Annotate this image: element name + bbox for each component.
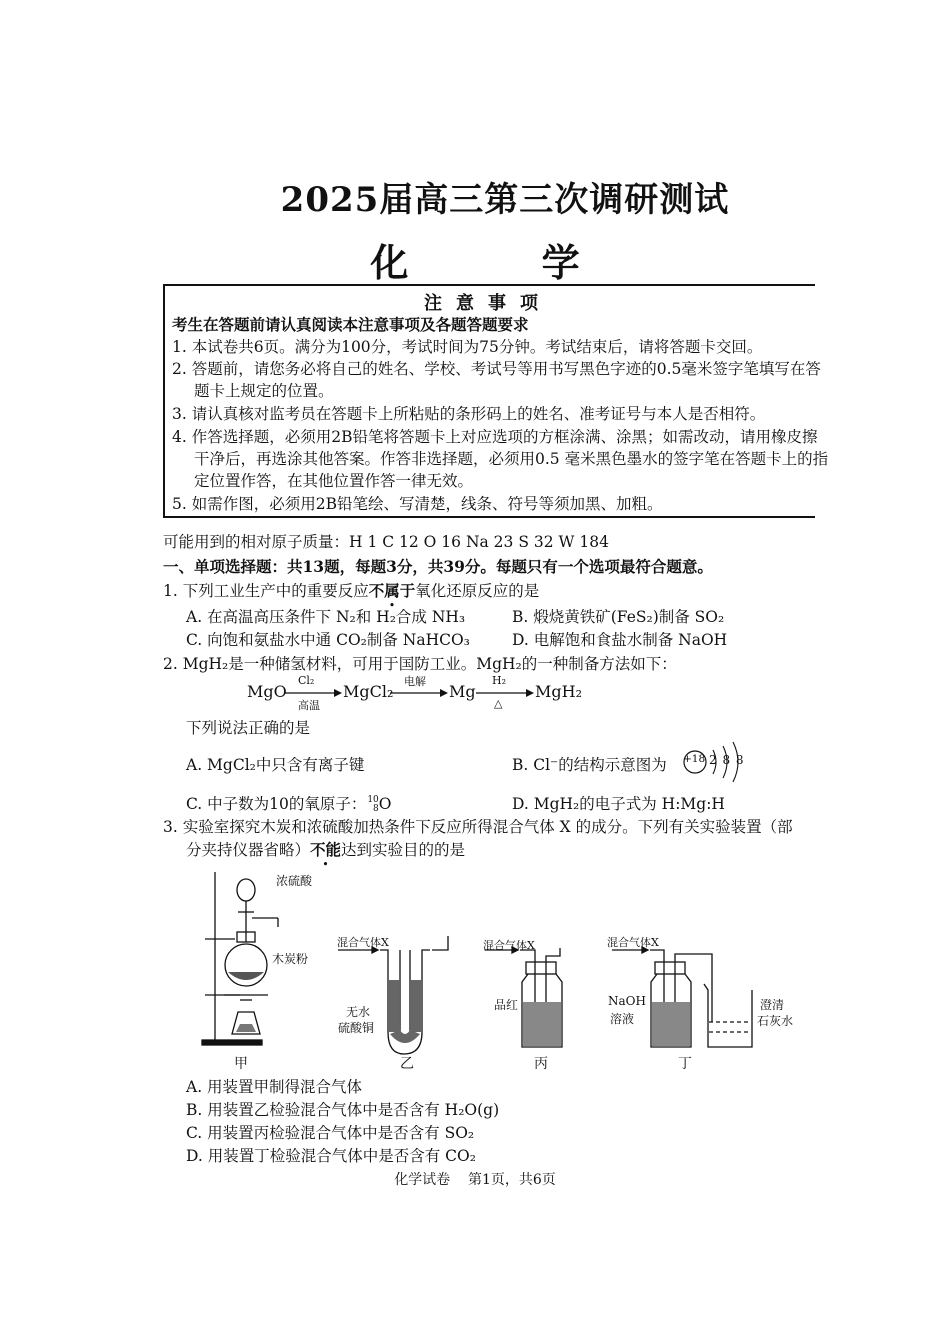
isotope-symbol: O — [378, 795, 392, 813]
isotope-atomic-number: 8 — [373, 804, 379, 814]
subject-title: 化 学 — [370, 240, 640, 285]
arrow-2 — [390, 688, 448, 698]
q2-stem: 2. MgH₂是一种储氢材料，可用于国防工业。MgH₂的一种制备方法如下： — [163, 655, 677, 673]
apparatus-jia — [202, 872, 278, 1045]
label-gas-x-bing: 混合气体X — [483, 939, 535, 952]
apparatus-yi — [338, 936, 448, 1054]
q1-stem-emphasis: 不属于 — [368, 581, 416, 600]
label-copper-sulfate: 硫酸铜 — [338, 1021, 375, 1035]
scheme-high-temp: 高温 — [298, 699, 320, 712]
label-solution: 溶液 — [610, 1012, 635, 1026]
notice-item: 2. 答题前，请您务必将自己的姓名、学校、考试号等用书写黑色字迹的0.5毫米签字笔填写在答 — [172, 360, 821, 378]
notice-item: 定位置作答，在其他位置作答一律无效。 — [194, 472, 474, 490]
notice-title: 注意事项 — [424, 293, 552, 314]
cl-nucleus-charge: +18 — [683, 753, 706, 765]
q1-option-a: A. 在高温高压条件下 N₂和 H₂合成 NH₃ — [186, 608, 466, 626]
isotope-mass-number: 10 — [367, 795, 379, 805]
scheme-mgcl2: MgCl₂ — [343, 682, 394, 701]
q2-option-c — [186, 792, 392, 814]
q2-ask: 下列说法正确的是 — [186, 719, 311, 737]
label-clear: 澄清 — [760, 998, 785, 1012]
label-ding: 丁 — [678, 1056, 692, 1072]
scheme-mgh2: MgH₂ — [535, 682, 582, 701]
scheme-heat: △ — [494, 697, 503, 710]
q3-stem-prefix: 分夹持仪器省略） — [186, 841, 311, 859]
q3-stem-emphasis: 不能 — [310, 840, 342, 859]
scheme-mgo: MgO — [247, 682, 287, 701]
label-bing: 丙 — [534, 1056, 548, 1072]
q1-option-c: C. 向饱和氨盐水中通 CO₂制备 NaHCO₃ — [186, 631, 470, 649]
q3-stem-line1: 3. 实验室探究木炭和浓硫酸加热条件下反应所得混合气体 X 的成分。下列有关实验装置（部 — [163, 818, 793, 836]
q2-option-c-text: C. 中子数为10的氧原子： — [186, 795, 367, 813]
label-charcoal-powder: 木炭粉 — [272, 952, 309, 966]
section-heading: 一、单项选择题：共13题，每题3分，共39分。每题只有一个选项最符合题意。 — [163, 557, 713, 576]
scheme-electrolysis: 电解 — [404, 675, 426, 688]
label-limewater: 石灰水 — [757, 1014, 794, 1028]
notice-item: 题卡上规定的位置。 — [194, 382, 334, 400]
q1-option-d: D. 电解饱和食盐水制备 NaOH — [512, 631, 728, 649]
notice-item: 5. 如需作图，必须用2B铅笔绘、写清楚，线条、符号等须加黑、加粗。 — [172, 495, 663, 513]
label-naoh: NaOH — [608, 994, 646, 1008]
arrow-3 — [476, 688, 534, 698]
q2-option-a: A. MgCl₂中只含有离子键 — [186, 756, 365, 774]
atomic-masses: 可能用到的相对原子质量：H 1 C 12 O 16 Na 23 S 32 W 184 — [163, 533, 609, 551]
q1-stem-suffix: 氧化还原反应的是 — [415, 582, 540, 600]
q3-option-d: D. 用装置丁检验混合气体中是否含有 CO₂ — [186, 1147, 476, 1165]
notice-item: 4. 作答选择题，必须用2B铅笔将答题卡上对应选项的方框涂满、涂黑；如需改动，请用橡皮擦 — [172, 428, 818, 446]
label-gas-x-ding: 混合气体X — [607, 936, 659, 949]
q3-option-a: A. 用装置甲制得混合气体 — [186, 1078, 363, 1096]
scheme-cl2: Cl₂ — [298, 674, 315, 687]
apparatus-figure — [160, 862, 800, 1077]
q1-option-b: B. 煅烧黄铁矿(FeS₂)制备 SO₂ — [512, 608, 725, 626]
page-footer: 化学试卷 第1页，共6页 — [394, 1172, 556, 1188]
scheme-mg: Mg — [449, 682, 476, 701]
label-magenta: 品红 — [494, 998, 519, 1012]
q3-option-b: B. 用装置乙检验混合气体中是否含有 H₂O(g) — [186, 1101, 500, 1119]
q1-stem-prefix: 1. 下列工业生产中的重要反应 — [163, 582, 369, 600]
cl-shell-electrons: 2 8 8 — [709, 753, 745, 767]
label-jia: 甲 — [234, 1056, 248, 1072]
label-yi: 乙 — [400, 1056, 414, 1072]
label-gas-x-yi: 混合气体X — [337, 936, 389, 949]
q3-stem-suffix: 达到实验目的的是 — [341, 841, 466, 859]
q3-option-c: C. 用装置丙检验混合气体中是否含有 SO₂ — [186, 1124, 475, 1142]
q2-option-d: D. MgH₂的电子式为 H:Mg:H — [512, 795, 725, 813]
scheme-h2: H₂ — [492, 674, 507, 687]
exam-title: 2025届高三第三次调研测试 — [280, 180, 730, 220]
q1-stem — [163, 579, 539, 601]
notice-item: 干净后，再选涂其他答案。作答非选择题，必须用0.5 毫米黑色墨水的签字笔在答题卡上的指 — [194, 450, 829, 468]
notice-item: 1. 本试卷共6页。满分为100分，考试时间为75分钟。考试结束后，请将答题卡交回。 — [172, 338, 763, 356]
notice-item: 3. 请认真核对监考员在答题卡上所粘贴的条形码上的姓名、准考证号与本人是否相符。 — [172, 405, 766, 423]
q3-stem-line2 — [186, 838, 465, 860]
notice-intro: 考生在答题前请认真阅读本注意事项及各题答题要求 — [172, 315, 529, 334]
label-conc-sulfuric-acid: 浓硫酸 — [276, 874, 313, 888]
q2-option-b: B. Cl⁻的结构示意图为 — [512, 756, 667, 774]
label-anhydrous: 无水 — [346, 1005, 371, 1019]
